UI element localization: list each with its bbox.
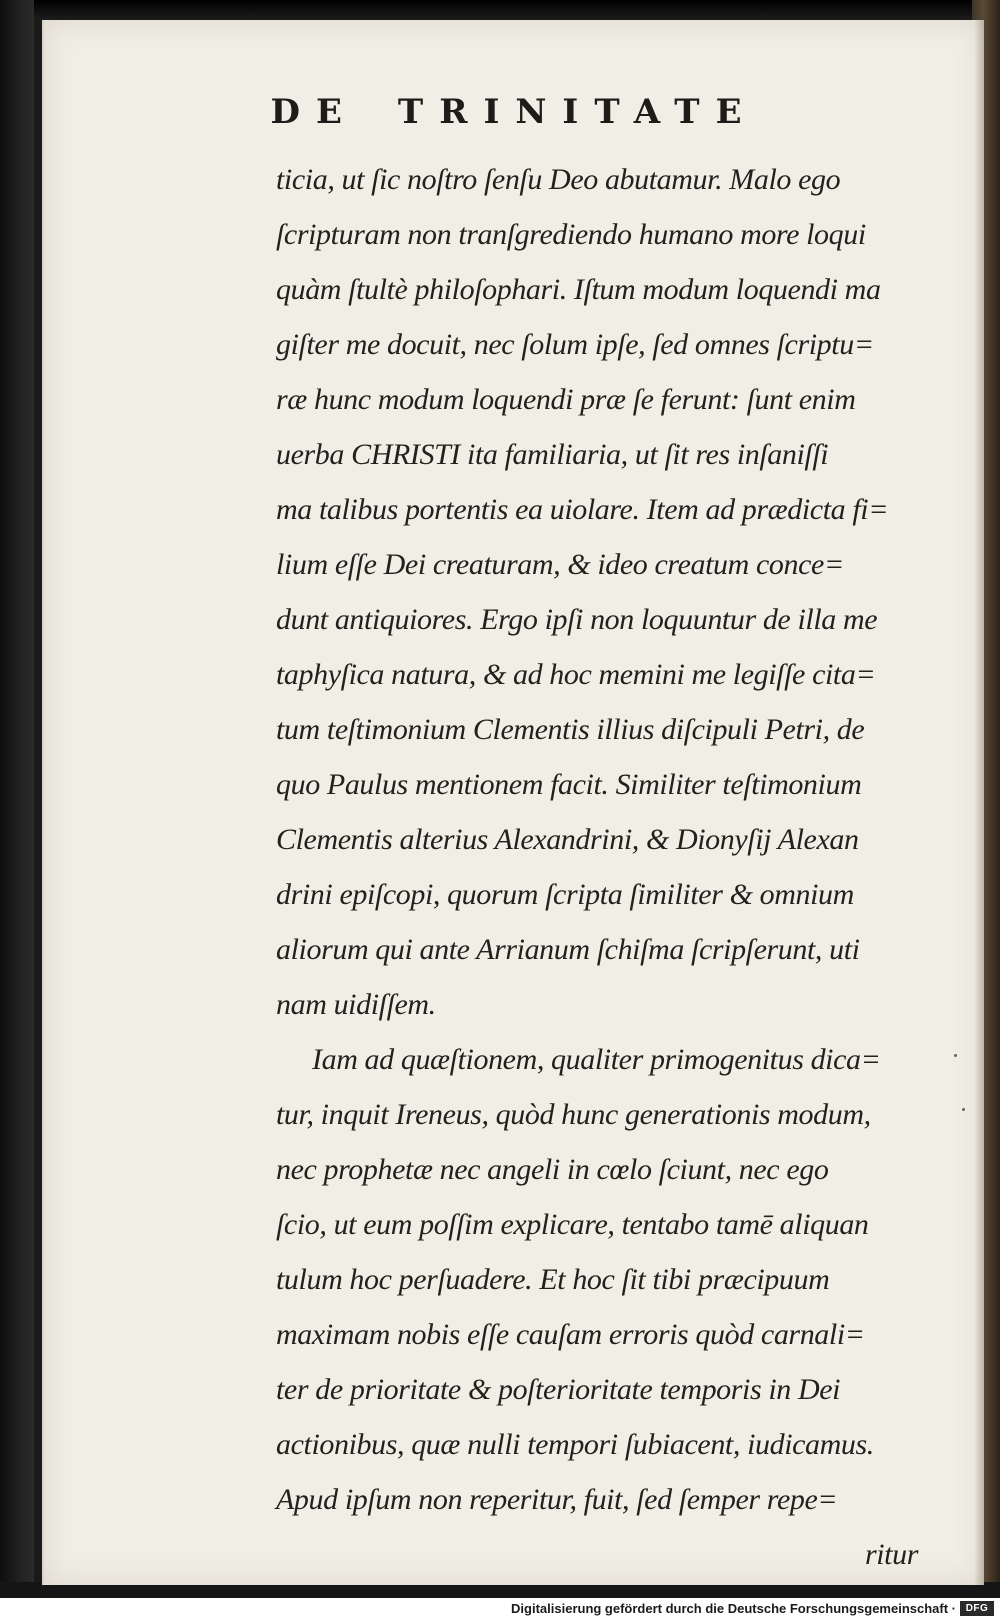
- running-head-word-1: DE: [270, 92, 358, 132]
- text-line: dunt antiquiores. Ergo ipſi non loquuntur de illa me: [276, 603, 878, 636]
- text-line: ter de prioritate & poſterioritate temporis in Dei: [276, 1373, 841, 1406]
- text-line: Clementis alterius Alexandrini, & Dionyſij Alexan: [276, 823, 859, 856]
- text-line: ticia, ut ſic noſtro ſenſu Deo abutamur. Malo ego: [276, 163, 841, 196]
- text-line: ræ hunc modum loquendi præ ſe ferunt: ſunt enim: [276, 383, 856, 416]
- running-head-word-2: TRINITATE: [397, 92, 758, 132]
- book-page: [42, 20, 984, 1585]
- text-line: uerba CHRISTI ita familiaria, ut ſit res inſaniſſi: [276, 438, 829, 471]
- footer-bar: [0, 1598, 1000, 1620]
- text-line: aliorum qui ante Arrianum ſchiſma ſcripſerunt, uti: [276, 933, 860, 966]
- text-line: lium eſſe Dei creaturam, & ideo creatum conce=: [276, 548, 844, 581]
- text-line: Apud ipſum non reperitur, fuit, ſed ſemper repe=: [276, 1483, 838, 1516]
- text-line: giſter me docuit, nec ſolum ipſe, ſed omnes ſcriptu=: [276, 328, 874, 361]
- text-line: ma talibus portentis ea uiolare. Item ad prædicta fi=: [276, 493, 889, 526]
- running-head: [44, 92, 984, 132]
- paper-speck: [954, 1054, 957, 1057]
- text-line: nam uidiſſem.: [276, 988, 436, 1021]
- paragraph-start-line: Iam ad quæſtionem, qualiter primogenitus dica=: [312, 1043, 881, 1076]
- text-line: maximam nobis eſſe cauſam erroris quòd carnali=: [276, 1318, 865, 1351]
- text-line: tulum hoc perſuadere. Et hoc ſit tibi præcipuum: [276, 1263, 830, 1296]
- page-edge-shadow: [974, 20, 984, 1585]
- catchword: ritur: [864, 1538, 918, 1571]
- paper-speck: [962, 1108, 965, 1111]
- body-text: [276, 152, 926, 1582]
- text-line: nec prophetæ nec angeli in cœlo ſciunt, nec ego: [276, 1153, 829, 1186]
- footer-credit: Digitalisierung gefördert durch die Deutsche Forschungsgemeinschaft ·: [511, 1601, 956, 1616]
- text-line: tum teſtimonium Clementis illius diſcipuli Petri, de: [276, 713, 865, 746]
- text-line: quàm ſtultè philoſophari. Iſtum modum loquendi ma: [276, 273, 881, 306]
- scan-top-edge: [0, 0, 1000, 20]
- text-line: tur, inquit Ireneus, quòd hunc generationis modum,: [276, 1098, 871, 1131]
- dfg-logo: DFG: [960, 1601, 994, 1616]
- text-line: quo Paulus mentionem facit. Similiter teſtimonium: [276, 768, 862, 801]
- scan-left-edge: [0, 0, 34, 1598]
- text-line: actionibus, quæ nulli tempori ſubiacent, iudicamus.: [276, 1428, 874, 1461]
- text-line: taphyſica natura, & ad hoc memini me legiſſe cita=: [276, 658, 876, 691]
- text-line: drini epiſcopi, quorum ſcripta ſimiliter & omnium: [276, 878, 854, 911]
- text-line: ſcripturam non tranſgrediendo humano more loqui: [276, 218, 866, 251]
- text-line: ſcio, ut eum poſſim explicare, tentabo tamē aliquan: [276, 1208, 869, 1241]
